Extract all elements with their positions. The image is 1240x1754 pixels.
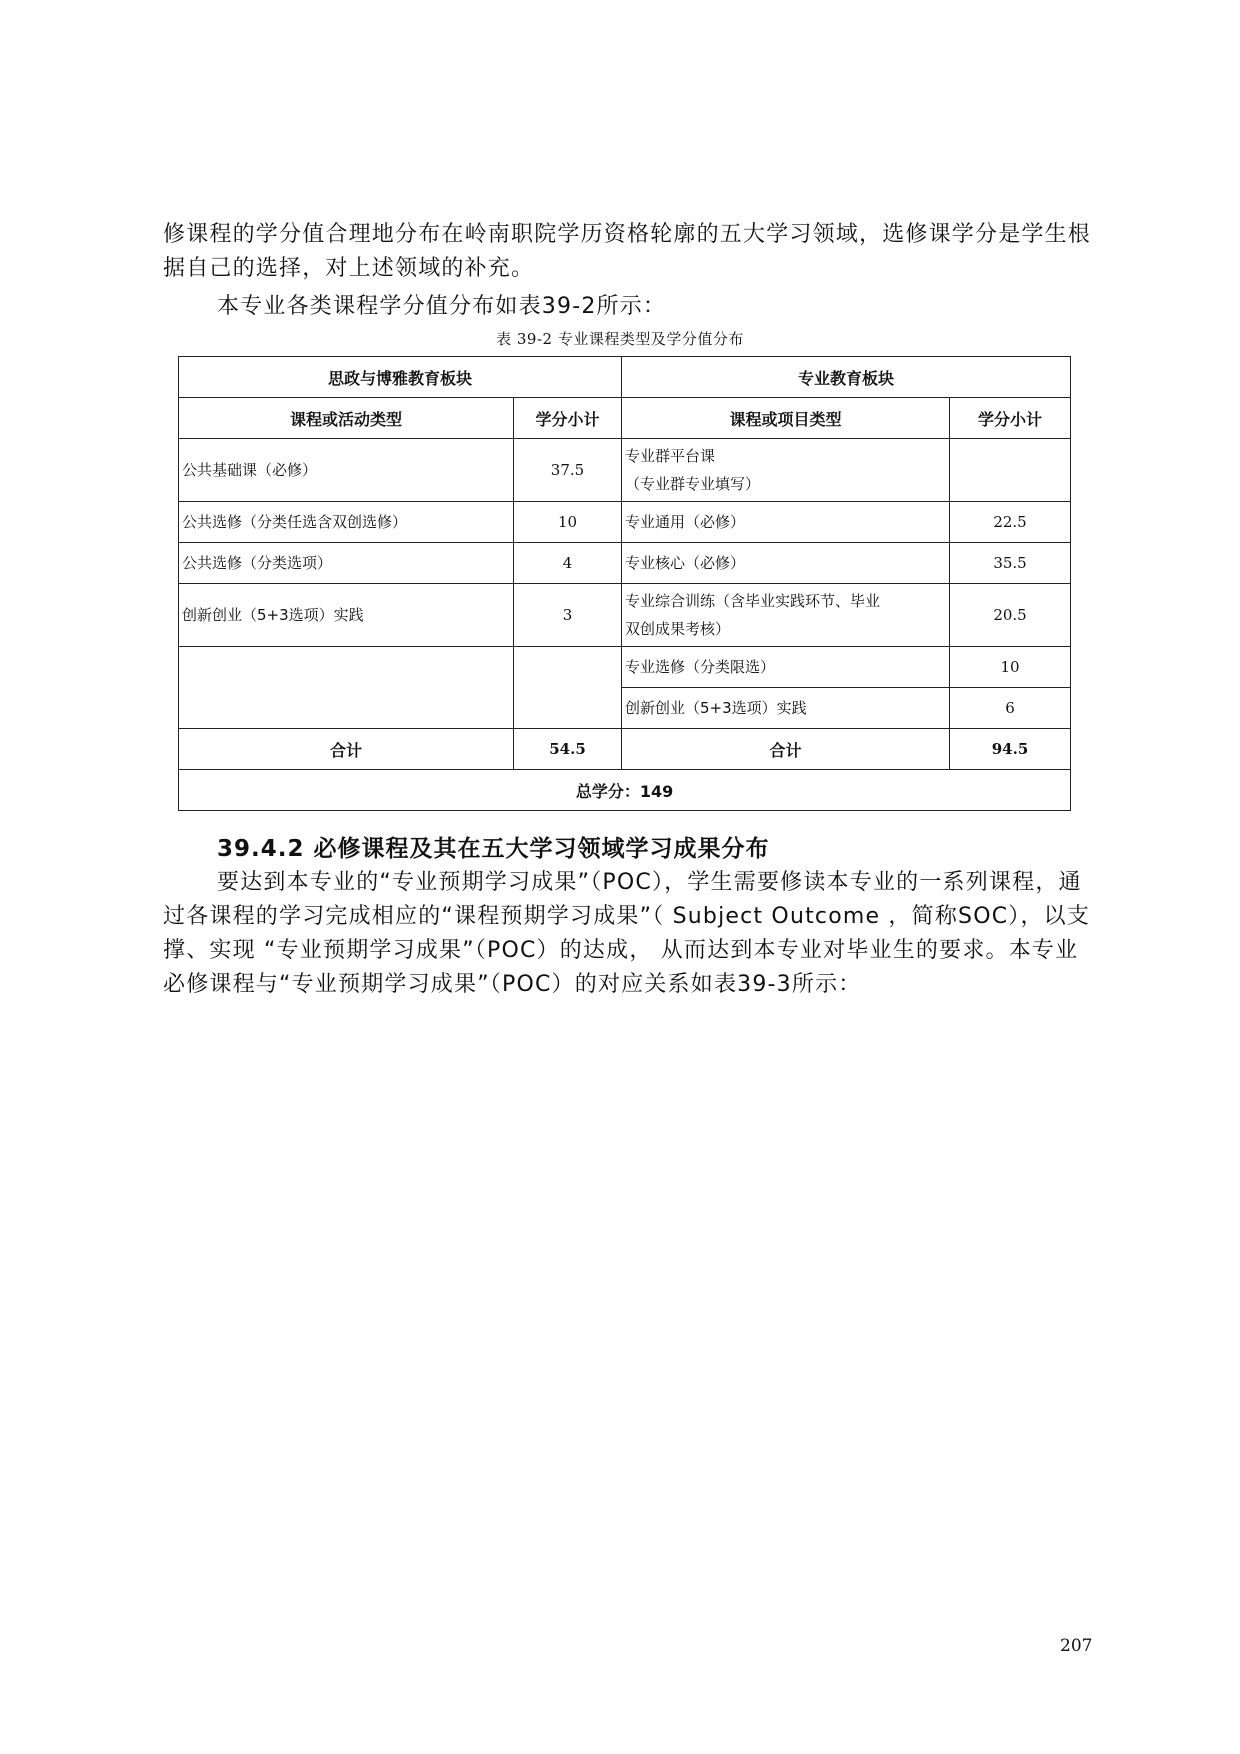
page-number: 207 xyxy=(1060,1636,1093,1656)
group-header-general: 思政与博雅教育板块 xyxy=(179,357,622,398)
row-right-type-line1: 专业综合训练（含毕业实践环节、毕业 xyxy=(625,592,881,610)
row-right-type: 专业核心（必修） xyxy=(622,543,950,584)
total-left-value: 54.5 xyxy=(514,729,622,770)
row-right-credit: 6 xyxy=(950,688,1071,729)
total-left-label: 合计 xyxy=(179,729,514,770)
intro-paragraph: 修课程的学分值合理地分布在岭南职院学历资格轮廓的五大学习领域，选修课学分是学生根据自己的选择，对上述领域的补充。 xyxy=(163,222,1092,281)
empty-left-cell xyxy=(179,647,514,729)
row-right-credit xyxy=(950,439,1071,502)
table-row xyxy=(179,502,1071,543)
total-right-value: 94.5 xyxy=(950,729,1071,770)
row-right-type xyxy=(622,439,950,502)
row-right-type: 专业通用（必修） xyxy=(622,502,950,543)
row-left-type: 公共选修（分类选项） xyxy=(179,543,514,584)
column-header-left-credits: 学分小计 xyxy=(514,398,622,439)
table-row xyxy=(179,584,1071,647)
group-header-professional: 专业教育板块 xyxy=(622,357,1071,398)
credit-distribution-table xyxy=(178,356,1071,811)
column-header-project-type: 课程或项目类型 xyxy=(622,398,950,439)
row-right-type: 创新创业（5+3选项）实践 xyxy=(622,688,950,729)
grand-total: 总学分：149 xyxy=(179,770,1071,811)
row-left-credit: 3 xyxy=(514,584,622,647)
table-grand-total-row xyxy=(179,770,1071,811)
row-right-type-line1: 专业群平台课 xyxy=(625,447,716,465)
total-right-label: 合计 xyxy=(622,729,950,770)
row-right-credit: 20.5 xyxy=(950,584,1071,647)
empty-left-credit-cell xyxy=(514,647,622,729)
table-row xyxy=(179,647,1071,688)
table-row xyxy=(179,543,1071,584)
table-row xyxy=(179,439,1071,502)
table-group-header-row xyxy=(179,357,1071,398)
row-right-credit: 35.5 xyxy=(950,543,1071,584)
body-paragraph: 要达到本专业的“专业预期学习成果”（POC），学生需要修读本专业的一系列课程，通过各课程的学习完成相应的“课程预期学习成果”（ Subject Outcome ，简称SOC），以支撑、实现 “专业预期学习成果”（POC）的达成， 从而达到本专业对毕业生的要求。本专业必修课程与“专业预期学习成果”（POC）的对应关系如表39-3所示： xyxy=(163,870,1091,997)
row-right-type xyxy=(622,584,950,647)
table-caption: 表 39-2 专业课程类型及学分值分布 xyxy=(496,330,744,348)
row-right-type-line2: 双创成果考核） xyxy=(625,620,731,638)
row-right-credit: 22.5 xyxy=(950,502,1071,543)
row-left-credit: 37.5 xyxy=(514,439,622,502)
row-left-type: 公共选修（分类任选含双创选修） xyxy=(179,502,514,543)
table-reference-paragraph: 本专业各类课程学分值分布如表39-2所示： xyxy=(217,294,667,319)
section-heading: 39.4.2 必修课程及其在五大学习领域学习成果分布 xyxy=(217,836,770,862)
row-left-type: 创新创业（5+3选项）实践 xyxy=(179,584,514,647)
row-right-type: 专业选修（分类限选） xyxy=(622,647,950,688)
column-header-right-credits: 学分小计 xyxy=(950,398,1071,439)
table-total-row xyxy=(179,729,1071,770)
row-left-credit: 10 xyxy=(514,502,622,543)
row-left-credit: 4 xyxy=(514,543,622,584)
column-header-activity-type: 课程或活动类型 xyxy=(179,398,514,439)
row-left-type: 公共基础课（必修） xyxy=(179,439,514,502)
row-right-type-line2: （专业群专业填写） xyxy=(625,475,761,493)
row-right-credit: 10 xyxy=(950,647,1071,688)
table-column-header-row xyxy=(179,398,1071,439)
